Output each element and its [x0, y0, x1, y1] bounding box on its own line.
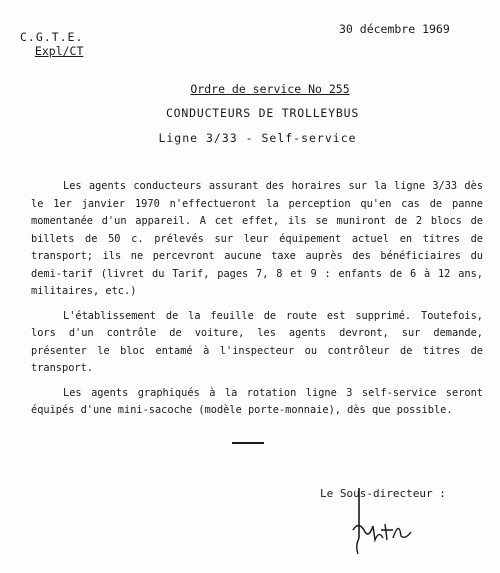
handwritten-signature	[345, 480, 425, 560]
signatory-label: Le Sous-directeur :	[320, 487, 446, 500]
issuer-department: Expl/CT	[34, 44, 84, 58]
paragraph: Les agents conducteurs assurant des horaires sur la ligne 3/33 dès le 1er janvier 1970 n'effectueront la perception qu'en cas de panne momentanée d'un appareil. A cet effet, ils se muniront de 2 blocs de billets de 50 c. prélevés sur leur équipement actuel en titres de transport; ils ne percevront aucune taxe auprès des bénéficiaires du demi-tarif (livret du Tarif, pages 7, 8 et 9 : enfants de 6 à 12 ans, militaires, etc.)	[31, 180, 483, 297]
issuer-organization: C.G.T.E.	[20, 30, 84, 44]
order-number: Ordre de service No 255	[190, 82, 350, 96]
issuer-block	[20, 30, 83, 58]
document-subject: CONDUCTEURS DE TROLLEYBUS	[165, 106, 360, 120]
separator-rule	[232, 442, 264, 444]
paragraph: L'établissement de la feuille de route est supprimé. Toutefois, lors d'un contrôle de voiture, les agents devront, sur demande, présenter le bloc entamé à l'inspecteur ou contrôleur de titres de transport.	[31, 309, 483, 374]
body-text	[31, 178, 483, 427]
paragraph: Les agents graphiqués à la rotation ligne 3 self-service seront équipés d'une mini-sacoche (modèle porte-monnaie), dès que possible.	[31, 386, 483, 416]
title-block	[0, 82, 500, 145]
document-date: 30 décembre 1969	[339, 22, 450, 36]
document-line: Ligne 3/33 - Self-service	[158, 131, 357, 145]
